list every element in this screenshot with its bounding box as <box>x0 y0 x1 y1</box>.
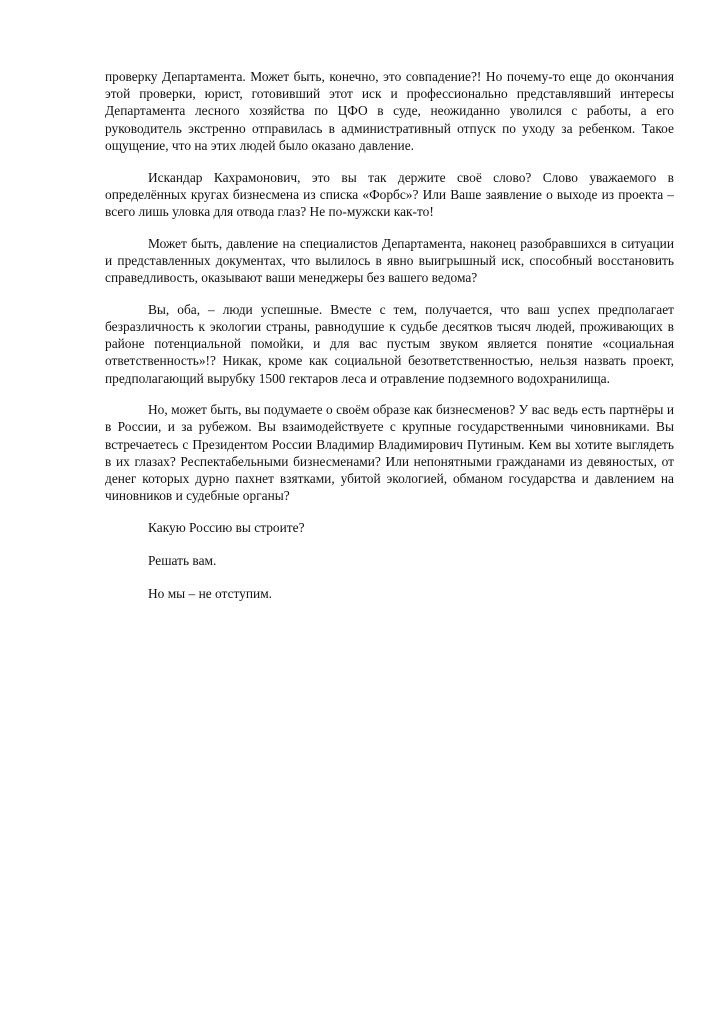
paragraph-department-review: проверку Департамента. Может быть, конечно, это совпадение?! Но почему-то еще до окончания этой проверки, юрист, готовивший этот иск и профессионально представлявший интересы Департамента лесного хозяйства по ЦФО в суде, неожиданно уволился с работы, а его руководитель экстренно отправилась в административный отпуск по уходу за ребенком. Такое ощущение, что на этих людей было оказано давление. <box>105 69 674 153</box>
paragraph-business-image: Но, может быть, вы подумаете о своём образе как бизнесменов? У вас ведь есть партнёры и в России, и за рубежом. Вы взаимодействуете с крупные государственными чиновниками. Вы встречаетесь с Президентом России Владимир Владимирович Путиным. Кем вы хотите выглядеть в их глазах? Респектабельными бизнесменами? Или непонятными гражданами из девяностых, от денег которых дурно пахнет взятками, убитой экологией, обманом государства и давлением на чиновников и судебные органы? <box>105 402 674 504</box>
paragraph-iskandar-word: Искандар Кахрамонович, это вы так держите своё слово? Слово уважаемого в определённых кругах бизнесмена из списка «Форбс»? Или Ваше заявление о выходе из проекта – всего лишь уловка для отвода глаз? Не по-мужски как-то! <box>105 169 674 219</box>
document-body <box>105 68 674 619</box>
paragraph-social-responsibility: Вы, оба, – люди успешные. Вместе с тем, получается, что ваш успех предполагает безразличность к экологии страны, равнодушие к судьбе десятков тысяч людей, проживающих в районе потенциальной помойки, и для вас пустым звуком является понятие «социальная ответственность»!? Никак, кроме как социальной безответственностью, нельзя назвать проект, предполагающий вырубку 1500 гектаров леса и отравление подземного водохранилища. <box>105 301 674 386</box>
paragraph-we-will-not-retreat: Но мы – не отступим. <box>148 586 273 602</box>
paragraph-pressure-managers: Может быть, давление на специалистов Департамента, наконец разобравшихся в ситуации и представленных документах, что вылилось в явно выигрышный иск, способный восстановить справедливость, оказывают ваши менеджеры без вашего ведома? <box>105 235 674 286</box>
paragraph-which-russia: Какую Россию вы строите? <box>148 519 305 535</box>
paragraph-your-decision: Решать вам. <box>148 553 217 569</box>
